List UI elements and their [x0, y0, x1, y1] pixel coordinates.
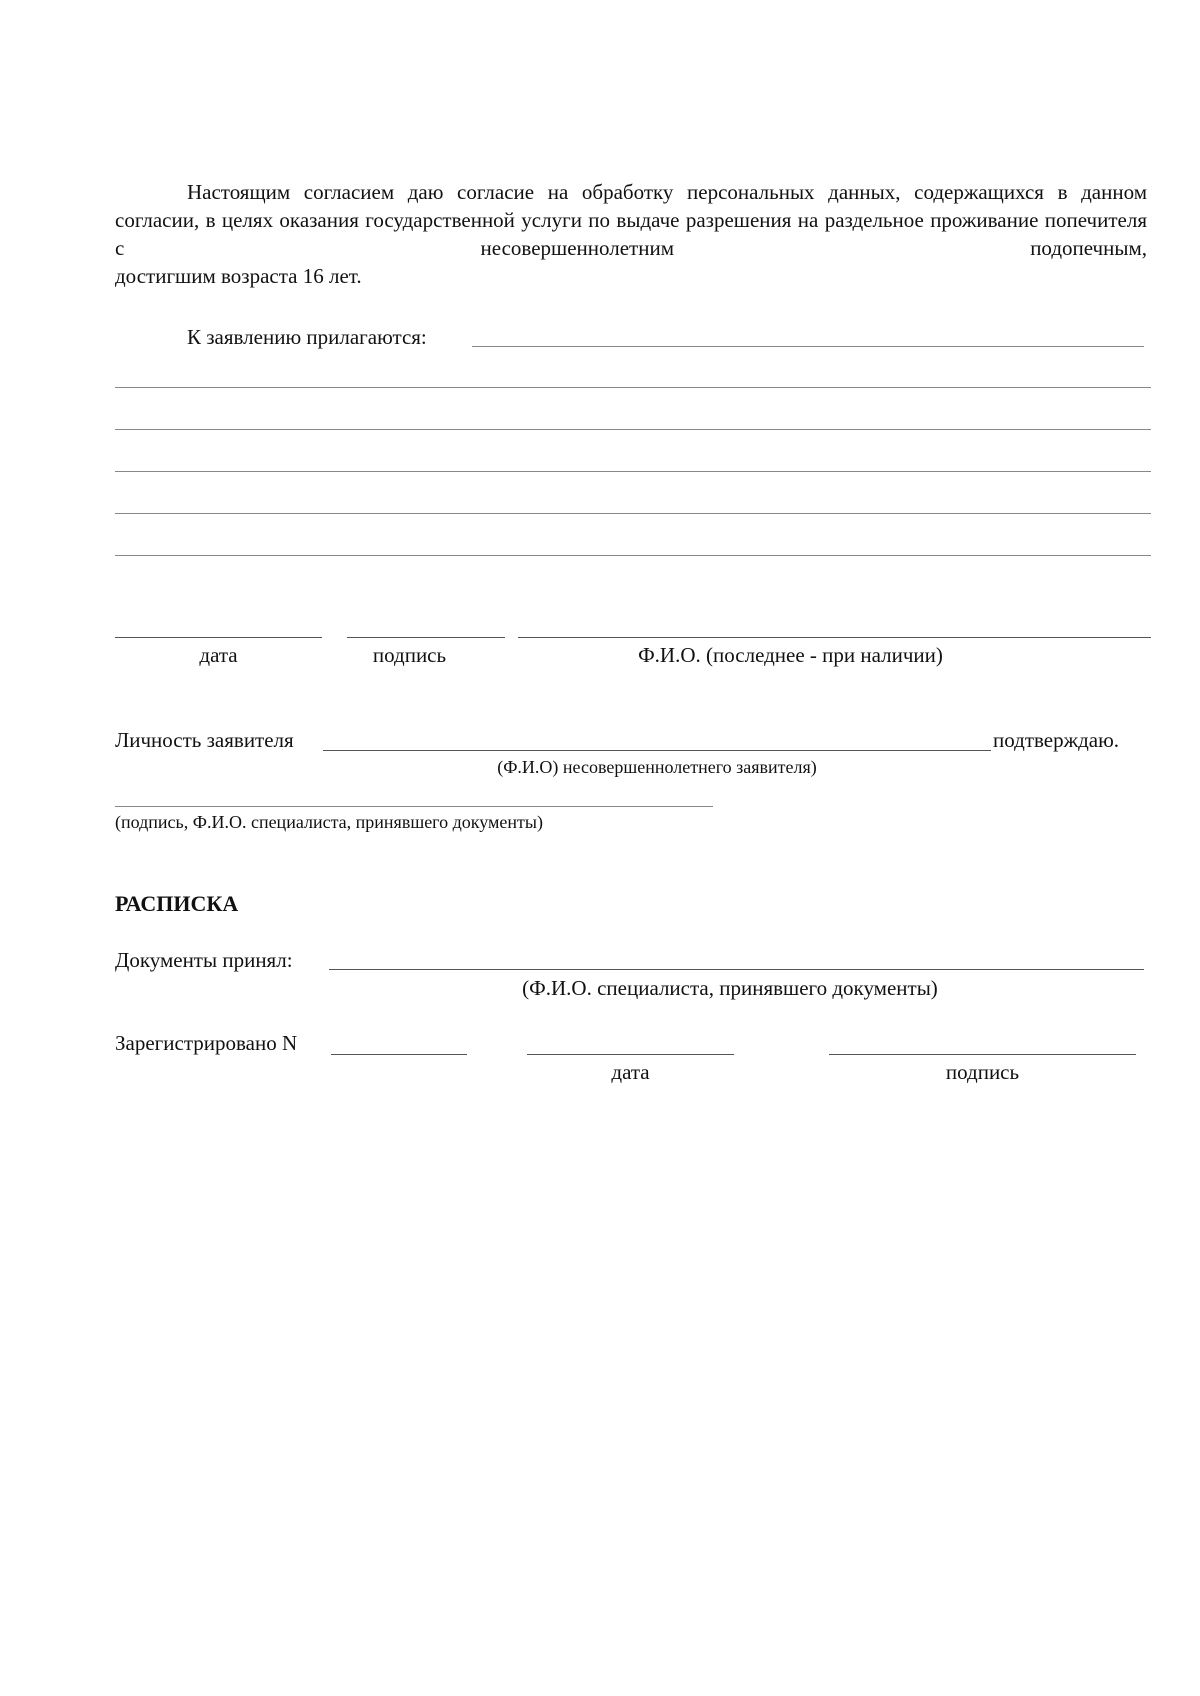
receipt-title: РАСПИСКА: [115, 891, 239, 916]
date-caption: дата: [199, 643, 238, 667]
specialist-line[interactable]: [115, 806, 713, 807]
attachments-label: К заявлению прилагаются:: [187, 325, 427, 349]
consent-body: Настоящим согласием даю согласие на обработку персональных данных, содержащихся в данном согласии, в целях оказания государственной услуги по выдаче разрешения на раздельное проживание попечителя с несовершеннолетним подопечным,: [115, 180, 1147, 260]
identity-confirm: подтверждаю.: [993, 728, 1120, 752]
registration-number-line[interactable]: [331, 1054, 467, 1055]
full-name-line[interactable]: [518, 637, 1151, 638]
signature-caption: подпись: [372, 643, 447, 667]
date-line[interactable]: [115, 637, 322, 638]
registration-date-caption: дата: [611, 1060, 650, 1084]
registration-date-line[interactable]: [527, 1054, 734, 1055]
specialist-caption: (подпись, Ф.И.О. специалиста, принявшего документы): [115, 812, 543, 832]
identity-caption: (Ф.И.О) несовершеннолетнего заявителя): [497, 757, 817, 777]
attachments-line-4[interactable]: [115, 471, 1151, 472]
consent-last-line: достигшим возраста 16 лет.: [115, 264, 362, 288]
registered-label: Зарегистрировано N: [115, 1031, 298, 1055]
accepted-caption: (Ф.И.О. специалиста, принявшего документы): [522, 976, 938, 1000]
attachments-line-2[interactable]: [115, 387, 1151, 388]
accepted-name-line[interactable]: [329, 969, 1144, 970]
attachments-line-3[interactable]: [115, 429, 1151, 430]
full-name-caption: Ф.И.О. (последнее - при наличии): [638, 643, 943, 667]
attachments-line-1[interactable]: [472, 346, 1144, 347]
attachments-line-5[interactable]: [115, 513, 1151, 514]
identity-label: Личность заявителя: [115, 728, 294, 752]
registration-signature-caption: подпись: [945, 1060, 1020, 1084]
accepted-label: Документы принял:: [115, 948, 293, 972]
consent-paragraph: [115, 178, 1147, 290]
attachments-line-6[interactable]: [115, 555, 1151, 556]
identity-name-line[interactable]: [323, 750, 991, 751]
signature-line[interactable]: [347, 637, 505, 638]
registration-signature-line[interactable]: [829, 1054, 1136, 1055]
consent-text: [115, 178, 1147, 262]
